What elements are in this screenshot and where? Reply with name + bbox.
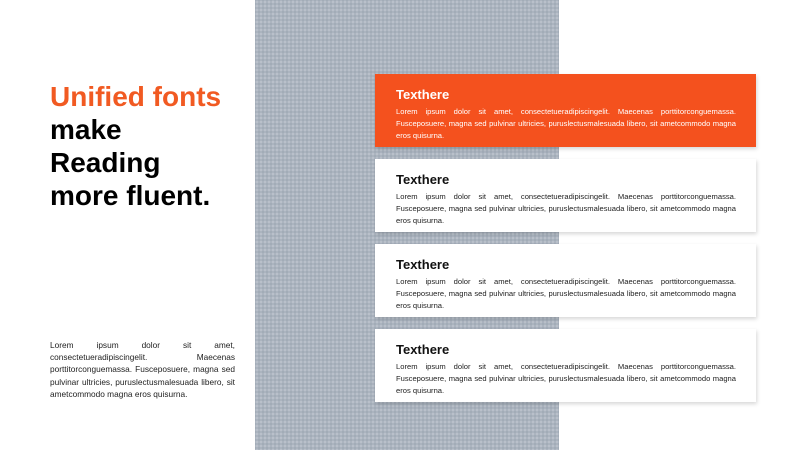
headline-accent: Unified fonts: [50, 81, 222, 112]
headline-line: Reading: [50, 147, 161, 178]
text-card: [375, 329, 756, 402]
card-body: Lorem ipsum dolor sit amet, consectetueradipiscingelit. Maecenas porttitorconguemassa. Fusceposuere, magna sed pulvinar ultricies, puruslectusmalesuada libero, sit ametcommodo magna eros quisurna.: [396, 362, 736, 395]
text-card-highlighted: [375, 74, 756, 147]
text-card: [375, 244, 756, 317]
card-body: Lorem ipsum dolor sit amet, consectetueradipiscingelit. Maecenas porttitorconguemassa. Fusceposuere, magna sed pulvinar ultricies, puruslectusmalesuada libero, sit ametcommodo magna eros quisurna.: [396, 107, 736, 140]
headline: [50, 80, 250, 212]
headline-line: more fluent.: [50, 180, 211, 211]
card-title: Texthere: [396, 257, 450, 272]
card-body: Lorem ipsum dolor sit amet, consectetueradipiscingelit. Maecenas porttitorconguemassa. Fusceposuere, magna sed pulvinar ultricies, puruslectusmalesuada libero, sit ametcommodo magna eros quisurna.: [396, 277, 736, 310]
text-card: [375, 159, 756, 232]
card-title: Texthere: [396, 87, 450, 102]
card-title: Texthere: [396, 172, 450, 187]
card-title: Texthere: [396, 342, 450, 357]
side-paragraph: Lorem ipsum dolor sit amet, consectetueradipiscingelit. Maecenas porttitorconguemassa. Fusceposuere, magna sed pulvinar ultricies, puruslectusmalesuada libero, sit ametcommodo magna eros quisurna.: [50, 340, 235, 399]
card-body: Lorem ipsum dolor sit amet, consectetueradipiscingelit. Maecenas porttitorconguemassa. Fusceposuere, magna sed pulvinar ultricies, puruslectusmalesuada libero, sit ametcommodo magna eros quisurna.: [396, 192, 736, 225]
headline-line: make: [50, 114, 122, 145]
